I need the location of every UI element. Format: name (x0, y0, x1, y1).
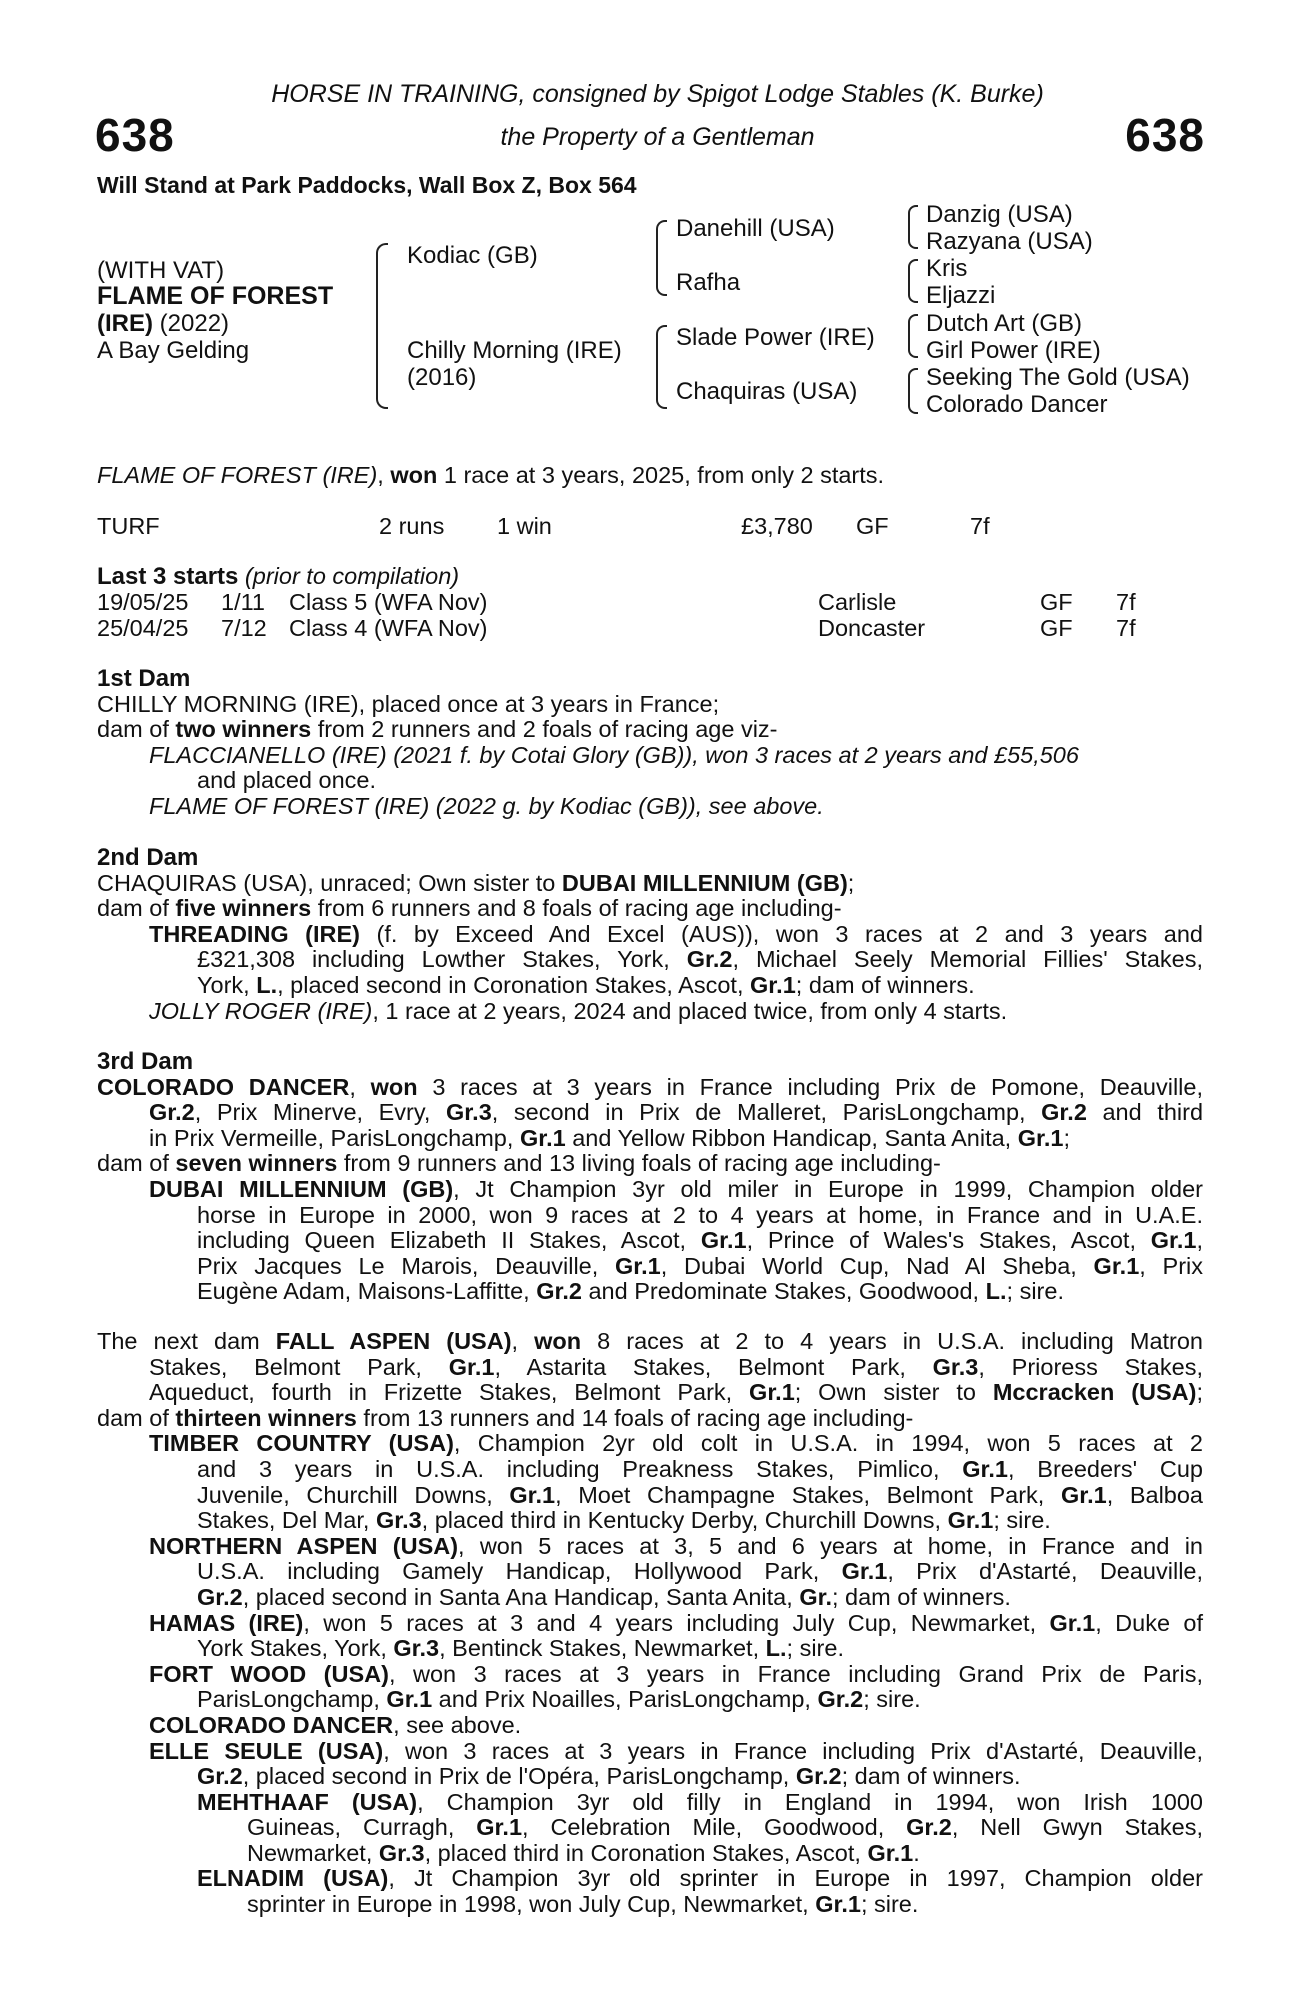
text-line: Aqueduct, fourth in Frizette Stakes, Belmont Park, Gr.1; Own sister to Mccracken (USA); (149, 1379, 1203, 1406)
text-line: in Prix Vermeille, ParisLongchamp, Gr.1 and Yellow Ribbon Handicap, Santa Anita, Gr.1; (149, 1124, 1071, 1151)
start-row (0, 616, 1315, 642)
pedigree-g2: Razyana (USA) (926, 228, 1093, 255)
pedigree-brace-g1 (908, 205, 918, 249)
text-line: Prix Jacques Le Marois, Deauville, Gr.1, Dubai World Cup, Nad Al Sheba, Gr.1, Prix (197, 1252, 1204, 1279)
text-line: dam of two winners from 2 runners and 2 foals of racing age viz- (97, 716, 778, 743)
text-line: horse in Europe in 2000, won 9 races at 2 to 4 years at home, in France and in U.A.E. (197, 1201, 1203, 1228)
text-line: The next dam FALL ASPEN (USA), won 8 races at 2 to 4 years in U.S.A. including Matron (97, 1328, 1204, 1354)
pedigree-brace-g2 (908, 259, 918, 303)
pedigree-dam: Chilly Morning (IRE) (407, 337, 622, 364)
pedigree-sire: Kodiac (GB) (407, 242, 538, 269)
start-course: Doncaster (818, 615, 926, 641)
start-position: 1/11 (221, 589, 265, 615)
section-heading: 1st Dam (97, 665, 191, 692)
start-distance: 7f (1116, 615, 1136, 641)
turf-record (0, 514, 1315, 540)
pedigree-dam-year: (2016) (407, 364, 477, 391)
start-position: 7/12 (221, 615, 267, 641)
pedigree-brace-sire (656, 220, 667, 296)
stand-location: Will Stand at Park Paddocks, Wall Box Z, Box 564 (97, 172, 637, 198)
start-going: GF (1040, 615, 1073, 641)
property-line: the Property of a Gentleman (500, 123, 815, 151)
text-line: ELNADIM (USA), Jt Champion 3yr old sprinter in Europe in 1997, Champion older (197, 1865, 1203, 1892)
pedigree-g6: Girl Power (IRE) (926, 337, 1101, 364)
start-row (0, 590, 1315, 616)
text-line: Eugène Adam, Maisons-Laffitte, Gr.2 and Predominate Stakes, Goodwood, L.; sire. (197, 1278, 1064, 1305)
pedigree-g7: Seeking The Gold (USA) (926, 364, 1190, 391)
text-line: ParisLongchamp, Gr.1 and Prix Noailles, ParisLongchamp, Gr.2; sire. (197, 1686, 921, 1713)
pedigree-g4: Eljazzi (926, 282, 996, 309)
text-line: DUBAI MILLENNIUM (GB), Jt Champion 3yr old miler in Europe in 1999, Champion older (149, 1175, 1203, 1202)
start-going: GF (1040, 589, 1073, 615)
consignor-line: HORSE IN TRAINING, consigned by Spigot Lodge Stables (K. Burke) (271, 80, 1044, 108)
pedigree-dam-dam: Chaquiras (USA) (676, 378, 858, 405)
text-line: Gr.2, Prix Minerve, Evry, Gr.3, second in Prix de Malleret, ParisLongchamp, Gr.2 and third (149, 1099, 1204, 1126)
text-line: Stakes, Del Mar, Gr.3, placed third in Kentucky Derby, Churchill Downs, Gr.1; sire. (197, 1507, 1051, 1534)
section-heading: 2nd Dam (97, 844, 199, 871)
turf-distance: 7f (970, 513, 990, 539)
next-dam-section (97, 1329, 1203, 1918)
turf-wins: 1 win (497, 513, 552, 539)
pedigree-g5: Dutch Art (GB) (926, 310, 1083, 337)
text-line: U.S.A. including Gamely Handicap, Hollywood Park, Gr.1, Prix d'Astarté, Deauville, (197, 1558, 1204, 1585)
text-line: Gr.2, placed second in Prix de l'Opéra, ParisLongchamp, Gr.2; dam of winners. (197, 1763, 1021, 1790)
text-line: Stakes, Belmont Park, Gr.1, Astarita Stakes, Belmont Park, Gr.3, Prioress Stakes, (149, 1353, 1203, 1380)
text-line: including Queen Elizabeth II Stakes, Ascot, Gr.1, Prince of Wales's Stakes, Ascot, Gr.1, (197, 1227, 1203, 1254)
text-line: dam of five winners from 6 runners and 8 foals of racing age including- (97, 895, 842, 922)
text-line: FLACCIANELLO (IRE) (2021 f. by Cotai Glory (GB)), won 3 races at 2 years and £55,506 (149, 741, 1079, 768)
start-course: Carlisle (818, 589, 897, 615)
start-distance: 7f (1116, 589, 1136, 615)
vat-note: (WITH VAT) (97, 257, 225, 284)
third-dam-section (97, 1049, 1203, 1305)
text-line: ELLE SEULE (USA), won 3 races at 3 years in France including Prix d'Astarté, Deauville, (149, 1737, 1204, 1764)
text-line: York Stakes, York, Gr.3, Bentinck Stakes, Newmarket, L.; sire. (197, 1635, 844, 1662)
text-line: NORTHERN ASPEN (USA), won 5 races at 3, 5 and 6 years at home, in France and in (149, 1532, 1203, 1559)
second-dam-section (97, 845, 1203, 1024)
last-starts-heading: Last 3 starts (prior to compilation) (97, 563, 460, 590)
text-line: JOLLY ROGER (IRE), 1 race at 2 years, 2024 and placed twice, from only 4 starts. (149, 997, 1008, 1024)
race-summary: FLAME OF FOREST (IRE), won 1 race at 3 years, 2025, from only 2 starts. (97, 462, 885, 488)
pedigree-dam-sire: Slade Power (IRE) (676, 324, 875, 351)
horse-description: A Bay Gelding (97, 337, 250, 364)
text-line: sprinter in Europe in 1998, won July Cup, Newmarket, Gr.1; sire. (247, 1891, 919, 1918)
pedigree-sire-dam: Rafha (676, 269, 741, 296)
horse-name: FLAME OF FOREST (97, 282, 334, 310)
pedigree-brace-dam (656, 325, 667, 409)
turf-prize: £3,780 (741, 513, 813, 539)
text-line: York, L., placed second in Coronation Stakes, Ascot, Gr.1; dam of winners. (197, 971, 975, 998)
turf-going: GF (856, 513, 889, 539)
text-line: CHILLY MORNING (IRE), placed once at 3 years in France; (97, 690, 720, 717)
pedigree-g1: Danzig (USA) (926, 201, 1073, 228)
start-date: 25/04/25 (97, 615, 189, 641)
start-class: Class 5 (WFA Nov) (289, 589, 488, 615)
pedigree-brace-g4 (908, 368, 918, 414)
horse-origin-year: (IRE) (2022) (97, 310, 230, 337)
text-line: FLAME OF FOREST (IRE) (2022 g. by Kodiac (GB)), see above. (149, 792, 824, 819)
turf-runs: 2 runs (379, 513, 445, 539)
section-heading: 3rd Dam (97, 1048, 194, 1075)
text-line: THREADING (IRE) (f. by Exceed And Excel (AUS)), won 3 races at 2 and 3 years and (149, 920, 1203, 947)
turf-label: TURF (97, 513, 160, 539)
text-line: CHAQUIRAS (USA), unraced; Own sister to DUBAI MILLENNIUM (GB); (97, 869, 855, 896)
text-line: Juvenile, Churchill Downs, Gr.1, Moet Champagne Stakes, Belmont Park, Gr.1, Balboa (197, 1481, 1203, 1508)
text-line: dam of thirteen winners from 13 runners and 14 foals of racing age including- (97, 1404, 914, 1431)
lot-number-right: 638 (1125, 109, 1205, 161)
text-line: MEHTHAAF (USA), Champion 3yr old filly in England in 1994, won Irish 1000 (197, 1788, 1204, 1815)
first-dam-section (97, 666, 1203, 820)
text-line: Gr.2, placed second in Santa Ana Handicap, Santa Anita, Gr.; dam of winners. (197, 1583, 1011, 1610)
pedigree-brace-main (376, 243, 388, 409)
text-line: and placed once. (197, 767, 377, 794)
text-line: and 3 years in U.S.A. including Preakness Stakes, Pimlico, Gr.1, Breeders' Cup (197, 1455, 1203, 1482)
text-line: COLORADO DANCER, won 3 races at 3 years in France including Prix de Pomone, Deauville, (97, 1073, 1203, 1100)
text-line: FORT WOOD (USA), won 3 races at 3 years in France including Grand Prix de Paris, (149, 1660, 1203, 1687)
start-class: Class 4 (WFA Nov) (289, 615, 488, 641)
pedigree-g3: Kris (926, 255, 968, 282)
text-line: COLORADO DANCER, see above. (149, 1711, 522, 1738)
pedigree-g8: Colorado Dancer (926, 391, 1108, 418)
text-line: dam of seven winners from 9 runners and 13 living foals of racing age including- (97, 1150, 941, 1177)
pedigree-brace-g3 (908, 314, 918, 358)
text-line: Newmarket, Gr.3, placed third in Coronation Stakes, Ascot, Gr.1. (247, 1839, 920, 1866)
lot-number-left: 638 (95, 109, 175, 161)
start-date: 19/05/25 (97, 589, 189, 615)
text-line: £321,308 including Lowther Stakes, York, Gr.2, Michael Seely Memorial Fillies' Stakes, (197, 946, 1204, 973)
text-line: TIMBER COUNTRY (USA), Champion 2yr old colt in U.S.A. in 1994, won 5 races at 2 (149, 1430, 1203, 1457)
pedigree-sire-sire: Danehill (USA) (676, 215, 835, 242)
text-line: HAMAS (IRE), won 5 races at 3 and 4 years including July Cup, Newmarket, Gr.1, Duke of (149, 1609, 1203, 1636)
text-line: Guineas, Curragh, Gr.1, Celebration Mile, Goodwood, Gr.2, Nell Gwyn Stakes, (247, 1814, 1203, 1841)
